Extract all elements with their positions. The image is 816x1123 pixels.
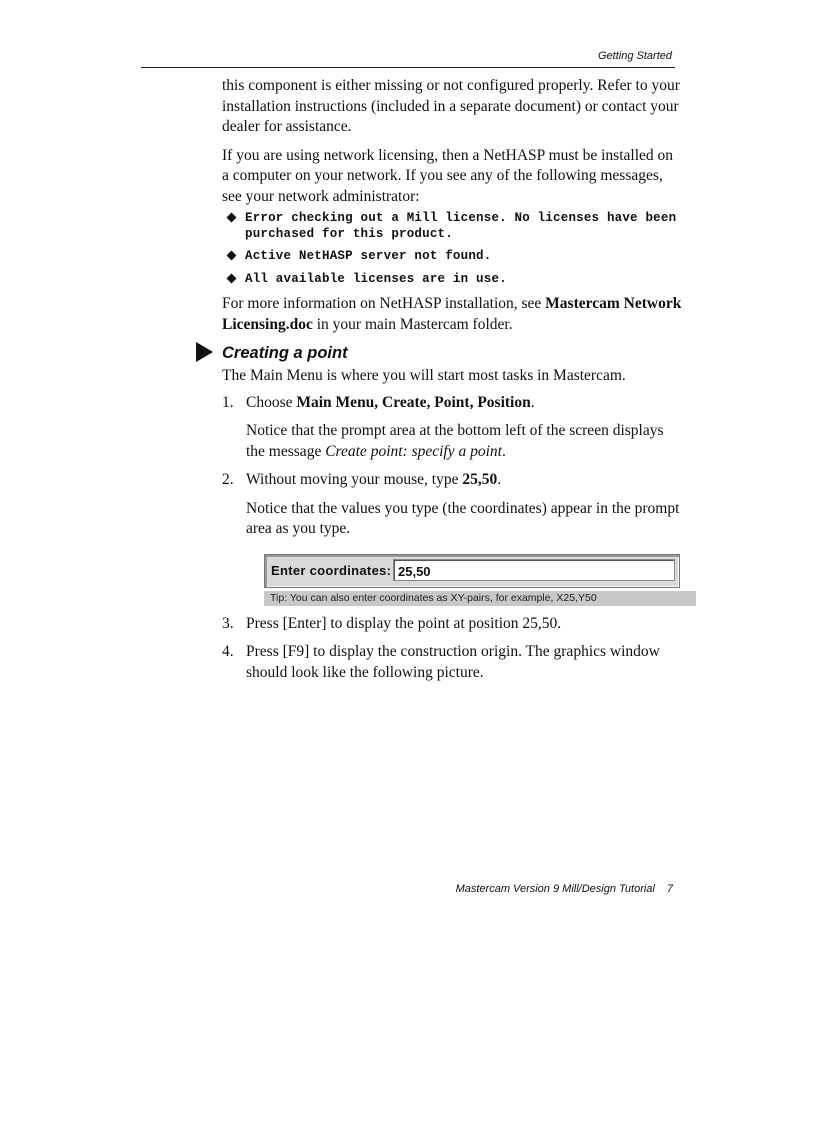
step-suffix: . <box>530 393 535 411</box>
page-body <box>222 76 682 691</box>
step-bold: Main Menu, Create, Point, Position <box>296 393 531 411</box>
step-number: 3. <box>222 614 234 632</box>
message-list <box>222 211 682 287</box>
step-note: Notice that the values you type (the coordinates) appear in the prompt area as you type. <box>246 499 680 537</box>
step-number: 4. <box>222 643 234 660</box>
step-text <box>246 393 682 414</box>
prompt-area <box>264 554 680 588</box>
step-note <box>246 421 682 462</box>
more-info-suffix: in your main Mastercam folder. <box>312 315 513 333</box>
footer-title: Mastercam Version 9 Mill/Design Tutorial <box>455 883 655 895</box>
note-suffix: . <box>502 442 506 460</box>
coordinates-input[interactable] <box>393 559 675 581</box>
step-text <box>246 470 682 491</box>
more-info-paragraph <box>222 294 682 335</box>
step-text: Press [F9] to display the construction origin. The graphics window should look like the following picture. <box>246 643 660 681</box>
section-creating-point <box>222 342 682 364</box>
header-rule <box>141 67 675 68</box>
coordinates-value: 25,50 <box>398 563 431 579</box>
section-heading: Creating a point <box>222 344 348 362</box>
section-intro: The Main Menu is where you will start most tasks in Mastercam. <box>222 367 626 384</box>
step-text: Press [Enter] to display the point at position 25,50. <box>246 614 562 632</box>
intro-paragraph-1: this component is either missing or not configured properly. Refer to your installation instructions (included in a separate document) or contact your dealer for assistance. <box>222 77 680 135</box>
running-footer <box>456 883 673 895</box>
step-list <box>222 393 682 684</box>
prompt-label: Enter coordinates: <box>271 562 392 578</box>
running-header: Getting Started <box>598 50 672 62</box>
step-suffix: . <box>497 471 502 488</box>
note-italic: Create point: specify a point <box>325 442 502 460</box>
diamond-bullet-icon <box>227 273 237 283</box>
page-number: 7 <box>666 883 673 895</box>
tip-bar: Tip: You can also enter coordinates as XY-pairs, for example, X25,Y50 <box>264 591 696 606</box>
step-item <box>222 393 682 463</box>
diamond-bullet-icon <box>227 251 237 261</box>
message-text: All available licenses are in use. <box>245 271 507 286</box>
list-item <box>222 249 682 265</box>
step-bold: 25,50 <box>462 471 498 488</box>
step-prefix: Choose <box>246 393 297 411</box>
intro-paragraph-2: If you are using network licensing, then a NetHASP must be installed on a computer on your network. If you see any of the following messages, see your network administrator: <box>222 146 673 205</box>
step-number: 2. <box>222 471 234 488</box>
list-item <box>222 272 682 288</box>
step-number: 1. <box>222 393 234 411</box>
message-text: Error checking out a Mill license. No licenses have been purchased for this product. <box>245 211 677 241</box>
more-info-prefix: For more information on NetHASP installation, see <box>222 295 546 312</box>
list-item <box>222 211 682 242</box>
step-item <box>222 642 682 683</box>
message-text: Active NetHASP server not found. <box>245 249 492 263</box>
step-item <box>222 614 682 635</box>
doc-name: Mastercam Network Licensing.doc <box>222 295 682 333</box>
section-arrow-icon <box>196 342 213 362</box>
step-item <box>222 470 682 606</box>
note-prefix: Notice that the prompt area at the bottom left of the screen displays the message <box>246 422 664 460</box>
diamond-bullet-icon <box>227 213 237 223</box>
step-prefix: Without moving your mouse, type <box>246 471 463 488</box>
